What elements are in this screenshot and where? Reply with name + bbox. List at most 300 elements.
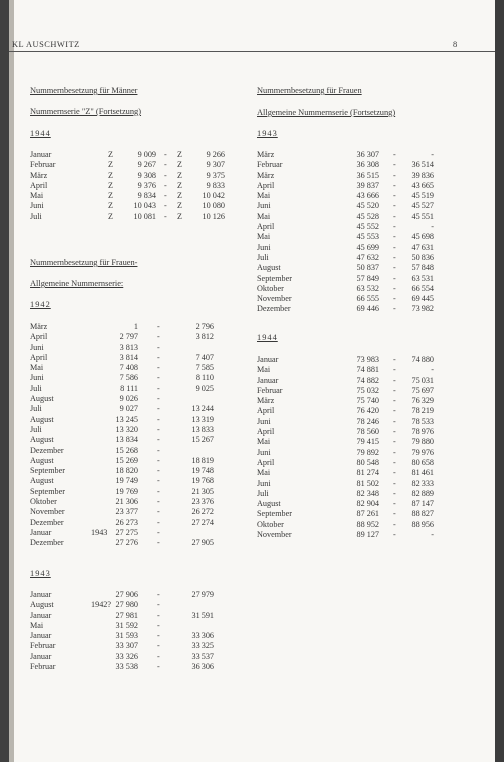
month-cell: August [257,499,281,509]
table-row [257,253,447,263]
to-number-cell: 36 514 [411,160,434,170]
month-cell: April [257,427,275,437]
dash-cell: - [393,180,396,190]
to-number-cell: 13 244 [191,404,214,414]
month-cell: April [30,180,48,190]
from-number-cell: 8 111 [120,383,138,393]
to-number-cell: 2 796 [195,322,214,331]
from-number-cell: 19 749 [115,476,138,486]
dash-cell: - [157,476,160,486]
dash-cell: - [393,191,396,201]
from-number-cell: 31 593 [115,631,138,641]
dash-cell: - [157,445,160,455]
dash-cell: - [164,211,167,221]
to-number-cell: 47 631 [411,242,434,252]
to-number-cell: 10 126 [202,211,225,221]
prefix-cell: Z [177,191,183,201]
to-number-cell: 78 533 [411,416,434,426]
month-cell: März [257,150,275,159]
right-table-1944 [257,355,447,540]
from-number-cell: 43 666 [356,191,379,201]
from-number-cell: 82 904 [356,499,379,509]
from-number-cell: 13 245 [115,414,138,424]
month-cell: Mai [30,363,44,373]
prefix-cell: Z [108,170,114,180]
to-number-cell: 21 305 [191,486,214,496]
table-row [30,404,220,414]
month-cell: Dezember [257,304,291,314]
dash-cell: - [157,342,160,352]
from-number-cell: 9 009 [137,150,156,159]
to-number-cell: - [431,365,434,375]
left-table-1943 [30,590,220,672]
dash-cell: - [393,304,396,314]
month-cell: August [30,476,54,486]
to-number-cell: 26 272 [191,507,214,517]
left-section2-title: Nummernbesetzung für Frauen- [30,258,138,267]
prefix-cell: Z [108,150,114,159]
to-number-cell: 33 306 [191,631,214,641]
dash-cell: - [393,375,396,385]
to-number-cell: 78 976 [411,427,434,437]
table-row [30,466,220,476]
from-number-cell: 89 127 [356,530,379,540]
month-cell: Juli [30,424,42,434]
to-number-cell: 18 819 [191,455,214,465]
month-cell: Juli [257,488,269,498]
document-page [9,0,495,762]
table-row [257,509,447,519]
month-cell: Juli [257,252,269,262]
table-row [257,396,447,406]
to-number-cell: 76 329 [411,396,434,406]
from-number-cell: 10 081 [133,211,156,221]
dash-cell: - [157,394,160,404]
to-number-cell: 8 110 [195,373,214,383]
dash-cell: - [393,201,396,211]
from-number-cell: 66 555 [356,294,379,304]
from-number-cell: 78 560 [356,427,379,437]
left-year-1943: 1943 [30,569,51,578]
from-number-cell: 81 502 [356,478,379,488]
dash-cell: - [393,211,396,221]
from-number-cell: 2 797 [119,332,138,342]
table-row [257,406,447,416]
to-number-cell: 74 880 [411,355,434,364]
dash-cell: - [393,509,396,519]
dash-cell: - [157,507,160,517]
from-number-cell: 88 952 [356,519,379,529]
left-section2-subtitle: Allgemeine Nummernserie: [30,279,124,288]
to-number-cell: 69 445 [411,294,434,304]
to-number-cell: 63 531 [411,273,434,283]
month-cell: Februar [30,160,56,170]
dash-cell: - [157,600,160,610]
month-cell: Dezember [30,538,64,548]
month-cell: Oktober [257,519,284,529]
header-rule [9,51,495,52]
from-number-cell: 21 306 [115,497,138,507]
to-number-cell: 9 266 [206,150,225,159]
prefix-cell: Z [108,211,114,221]
table-row [257,417,447,427]
month-cell: Februar [30,662,56,672]
from-number-cell: 76 420 [356,406,379,416]
table-row [30,497,220,507]
from-number-cell: 39 837 [356,180,379,190]
table-row [30,487,220,497]
dash-cell: - [164,191,167,201]
to-number-cell: 81 461 [411,468,434,478]
to-number-cell: 50 836 [411,252,434,262]
from-number-cell: 18 820 [115,466,138,476]
to-number-cell: 33 537 [191,651,214,661]
from-number-cell: 36 307 [356,150,379,159]
month-cell: Januar [257,375,279,385]
from-number-cell: 9 834 [137,191,156,201]
to-number-cell: 9 375 [206,170,225,180]
to-number-cell: - [431,150,434,159]
to-number-cell: 19 748 [191,466,214,476]
from-number-cell: 36 308 [356,160,379,170]
month-cell: April [257,457,275,467]
table-row [30,211,225,222]
from-number-cell: 9 376 [137,180,156,190]
dash-cell: - [157,414,160,424]
from-number-cell: 45 699 [356,242,379,252]
to-number-cell: 39 836 [411,170,434,180]
dash-cell: - [393,365,396,375]
table-row [30,652,220,662]
dash-cell: - [157,590,160,599]
table-row [257,222,447,232]
month-cell: Juni [257,201,271,211]
table-row [257,171,447,181]
to-number-cell: 75 697 [411,385,434,395]
month-cell: November [30,507,65,517]
table-row [257,427,447,437]
year-note-cell: 1943 [91,527,108,537]
month-cell: Mai [257,437,271,447]
month-cell: August [30,435,54,445]
to-number-cell: 19 768 [191,476,214,486]
dash-cell: - [393,150,396,159]
month-cell: Juni [257,447,271,457]
dash-cell: - [393,396,396,406]
from-number-cell: 36 515 [356,170,379,180]
to-number-cell: 9 307 [206,160,225,170]
month-cell: August [30,455,54,465]
dash-cell: - [393,499,396,509]
month-cell: August [30,414,54,424]
month-cell: September [30,486,66,496]
scan-right-edge [495,0,504,762]
dash-cell: - [393,478,396,488]
from-number-cell: 9 308 [137,170,156,180]
to-number-cell: 13 319 [191,414,214,424]
table-row [30,384,220,394]
from-number-cell: 74 881 [356,365,379,375]
from-number-cell: 75 032 [356,385,379,395]
table-row [257,232,447,242]
page-header-title: KL AUSCHWITZ [12,40,80,49]
month-cell: Mai [257,365,271,375]
month-cell: Oktober [30,497,57,507]
table-row [30,435,220,445]
to-number-cell: 75 031 [411,375,434,385]
to-number-cell: 79 976 [411,447,434,457]
dash-cell: - [157,610,160,620]
from-number-cell: 87 261 [356,509,379,519]
month-cell: Januar [257,355,279,364]
to-number-cell: 80 658 [411,457,434,467]
from-number-cell: 3 814 [119,352,138,362]
to-number-cell: 7 585 [195,363,214,373]
to-number-cell: 27 979 [191,590,214,599]
table-row [30,528,220,538]
dash-cell: - [393,437,396,447]
month-cell: September [257,509,293,519]
table-row [30,476,220,486]
from-number-cell: 9 027 [119,404,138,414]
from-number-cell: 13 320 [115,424,138,434]
table-row [30,641,220,651]
from-number-cell: 63 532 [356,283,379,293]
dash-cell: - [393,488,396,498]
dash-cell: - [157,435,160,445]
dash-cell: - [393,242,396,252]
from-number-cell: 9 026 [119,394,138,404]
from-number-cell: 57 849 [356,273,379,283]
month-cell: Januar [30,527,52,537]
from-number-cell: 45 553 [356,232,379,242]
dash-cell: - [157,651,160,661]
dash-cell: - [157,373,160,383]
page-binding-shadow [9,0,14,762]
table-row [30,332,220,342]
month-cell: Juni [30,201,44,211]
table-row [30,631,220,641]
from-number-cell: 33 326 [115,651,138,661]
dash-cell: - [157,424,160,434]
month-cell: März [257,396,275,406]
from-number-cell: 74 882 [356,375,379,385]
from-number-cell: 45 520 [356,201,379,211]
month-cell: Mai [257,468,271,478]
month-cell: September [257,273,293,283]
from-number-cell: 78 246 [356,416,379,426]
month-cell: April [257,180,275,190]
month-cell: August [257,263,281,273]
month-cell: Mai [257,211,271,221]
month-cell: April [257,222,275,232]
to-number-cell: 9 833 [206,180,225,190]
dash-cell: - [157,466,160,476]
month-cell: Januar [30,150,52,159]
table-row [257,201,447,211]
table-row [30,600,220,610]
left-table-z-series [30,150,225,222]
dash-cell: - [393,160,396,170]
month-cell: Juni [30,342,44,352]
month-cell: Januar [30,651,52,661]
table-row [257,355,447,365]
to-number-cell: 31 591 [191,610,214,620]
table-row [30,415,220,425]
from-number-cell: 27 906 [115,590,138,599]
prefix-cell: Z [108,180,114,190]
table-row [30,394,220,404]
to-number-cell: - [431,222,434,232]
from-number-cell: 45 528 [356,211,379,221]
dash-cell: - [393,263,396,273]
table-row [257,520,447,530]
table-row [257,530,447,540]
table-row [257,294,447,304]
table-row [257,386,447,396]
to-number-cell: 10 080 [202,201,225,211]
to-number-cell: - [431,530,434,540]
month-cell: August [30,600,54,610]
right-section-subtitle: Allgemeine Nummernserie (Fortsetzung) [257,108,396,117]
month-cell: Juni [30,373,44,383]
from-number-cell: 27 981 [115,610,138,620]
month-cell: Mai [30,620,44,630]
dash-cell: - [393,283,396,293]
table-row [30,160,225,170]
month-cell: April [257,406,275,416]
prefix-cell: Z [108,160,114,170]
table-row [30,191,225,201]
dash-cell: - [157,322,160,331]
right-section-title: Nummernbesetzung für Frauen [257,86,362,95]
table-row [257,448,447,458]
page-number: 8 [453,40,458,49]
dash-cell: - [157,383,160,393]
table-row [30,201,225,211]
dash-cell: - [393,170,396,180]
dash-cell: - [157,641,160,651]
from-number-cell: 45 552 [356,222,379,232]
month-cell: Juni [257,242,271,252]
from-number-cell: 33 307 [115,641,138,651]
month-cell: Juli [30,383,42,393]
table-row [257,304,447,314]
table-row [30,353,220,363]
to-number-cell: 82 333 [411,478,434,488]
month-cell: März [30,170,48,180]
from-number-cell: 47 632 [356,252,379,262]
to-number-cell: 43 665 [411,180,434,190]
to-number-cell: 73 982 [411,304,434,314]
month-cell: November [257,294,292,304]
to-number-cell: 45 698 [411,232,434,242]
dash-cell: - [393,457,396,467]
prefix-cell: Z [177,170,183,180]
from-number-cell: 10 043 [133,201,156,211]
dash-cell: - [393,406,396,416]
left-section1-subtitle: Nummernserie "Z" (Fortsetzung) [30,107,142,116]
to-number-cell: 87 147 [411,499,434,509]
dash-cell: - [157,527,160,537]
to-number-cell: 7 407 [195,352,214,362]
table-row [257,212,447,222]
table-row [257,150,447,160]
prefix-cell: Z [108,201,114,211]
month-cell: Januar [30,590,52,599]
prefix-cell: Z [177,150,183,159]
month-cell: März [30,322,48,331]
prefix-cell: Z [177,211,183,221]
dash-cell: - [157,363,160,373]
from-number-cell: 31 592 [115,620,138,630]
to-number-cell: 88 956 [411,519,434,529]
dash-cell: - [164,201,167,211]
from-number-cell: 15 269 [115,455,138,465]
month-cell: Juli [30,211,42,221]
to-number-cell: 45 527 [411,201,434,211]
from-number-cell: 33 538 [115,662,138,672]
from-number-cell: 9 267 [137,160,156,170]
table-row [257,284,447,294]
month-cell: Februar [257,385,283,395]
dash-cell: - [393,355,396,364]
dash-cell: - [164,180,167,190]
table-row [30,343,220,353]
dash-cell: - [393,427,396,437]
dash-cell: - [393,385,396,395]
to-number-cell: 79 880 [411,437,434,447]
dash-cell: - [164,160,167,170]
dash-cell: - [393,416,396,426]
from-number-cell: 80 548 [356,457,379,467]
from-number-cell: 73 983 [356,355,379,364]
to-number-cell: 27 274 [191,517,214,527]
month-cell: Dezember [30,517,64,527]
table-row [257,479,447,489]
month-cell: Januar [30,631,52,641]
dash-cell: - [157,517,160,527]
to-number-cell: 88 827 [411,509,434,519]
from-number-cell: 7 408 [119,363,138,373]
month-cell: Juni [257,478,271,488]
year-note-cell: 1942? [91,600,112,610]
to-number-cell: 45 519 [411,191,434,201]
dash-cell: - [157,497,160,507]
table-row [257,263,447,273]
dash-cell: - [157,538,160,548]
from-number-cell: 23 377 [115,507,138,517]
table-row [30,363,220,373]
prefix-cell: Z [177,201,183,211]
to-number-cell: 3 812 [195,332,214,342]
month-cell: Mai [257,232,271,242]
from-number-cell: 13 834 [115,435,138,445]
prefix-cell: Z [177,180,183,190]
from-number-cell: 79 892 [356,447,379,457]
dash-cell: - [157,332,160,342]
left-table-1942 [30,322,220,549]
table-row [30,170,225,181]
month-cell: Mai [30,191,44,201]
month-cell: April [30,332,48,342]
from-number-cell: 81 274 [356,468,379,478]
from-number-cell: 15 268 [115,445,138,455]
dash-cell: - [393,447,396,457]
dash-cell: - [164,170,167,180]
table-row [257,458,447,468]
table-row [30,322,220,332]
